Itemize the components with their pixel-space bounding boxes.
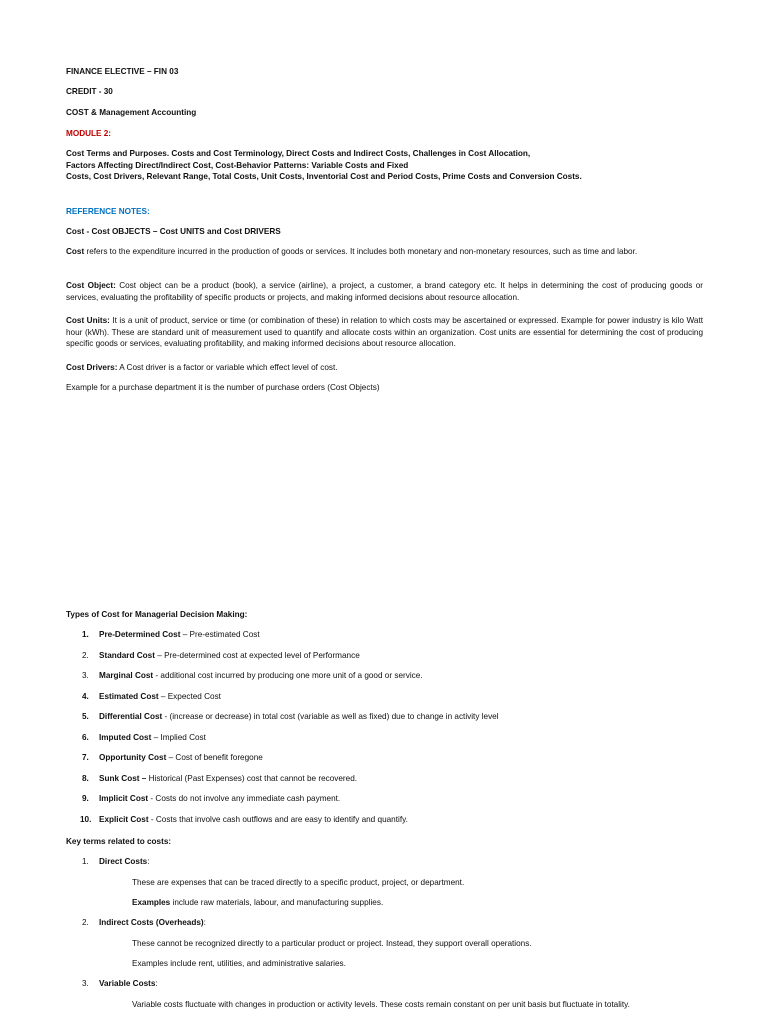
list-number: 1. bbox=[82, 857, 89, 866]
key-term-example: Examples include rent, utilities, and administrative salaries. bbox=[132, 959, 346, 968]
list-item bbox=[66, 650, 360, 662]
key-term-colon: : bbox=[147, 857, 150, 866]
list-text: – Cost of benefit foregone bbox=[166, 753, 263, 762]
key-term-title: Direct Costs bbox=[99, 857, 148, 866]
reference-heading: REFERENCE NOTES: bbox=[66, 207, 150, 216]
key-term-example bbox=[66, 897, 383, 909]
example-text: include raw materials, labour, and manufacturing supplies. bbox=[170, 898, 384, 907]
definition-term: Cost Drivers: bbox=[66, 363, 118, 372]
definition-text: refers to the expenditure incurred in the production of goods or services. It includes both monetary and non-monetary resources, such as time and labor. bbox=[84, 247, 638, 256]
credit-line: CREDIT - 30 bbox=[66, 87, 113, 96]
list-text: – Pre-estimated Cost bbox=[180, 630, 260, 639]
list-number: 4. bbox=[82, 691, 89, 701]
subject-title: COST & Management Accounting bbox=[66, 108, 197, 117]
definition-term: Cost Object: bbox=[66, 281, 116, 290]
key-term-title: Variable Costs bbox=[99, 979, 156, 988]
key-term-indirect bbox=[66, 917, 703, 929]
list-term: Estimated Cost bbox=[99, 691, 159, 701]
syllabus-block bbox=[66, 148, 703, 183]
definition-cost bbox=[66, 246, 703, 258]
syllabus-line: Factors Affecting Direct/Indirect Cost, Cost-Behavior Patterns: Variable Costs and Fixed bbox=[66, 160, 409, 170]
key-term-variable bbox=[66, 978, 703, 990]
key-term-description: These are expenses that can be traced directly to a specific product, project, or department. bbox=[132, 878, 465, 887]
definition-cost-units bbox=[66, 315, 703, 350]
course-title: FINANCE ELECTIVE – FIN 03 bbox=[66, 67, 179, 76]
definition-term: Cost bbox=[66, 247, 85, 256]
key-term-colon: : bbox=[155, 979, 158, 988]
list-number: 10. bbox=[80, 814, 92, 824]
list-item bbox=[66, 752, 263, 764]
list-number: 2. bbox=[82, 650, 89, 660]
list-number: 7. bbox=[82, 753, 89, 762]
list-text: - Costs that involve cash outflows and are easy to identify and quantify. bbox=[148, 814, 408, 824]
key-term-colon: : bbox=[203, 918, 206, 927]
list-number: 2. bbox=[82, 918, 89, 927]
definition-text: It is a unit of product, service or time (or combination of these) in relation to which costs may be ascertained or expressed. Example for power industry is kilo Watt hour (kWh). These are standard unit of measurement used to quantify and allocate costs within an organization. Cost units are essential for determining the cost of producing specific goods or services, evaluating profitability, and making informed decisions about resource allocation. bbox=[66, 316, 703, 348]
list-number: 3. bbox=[82, 979, 89, 988]
list-term: Marginal Cost bbox=[99, 671, 154, 680]
example-label: Examples bbox=[132, 898, 171, 907]
list-item bbox=[66, 773, 357, 785]
list-text: - Costs do not involve any immediate cash payment. bbox=[148, 794, 341, 803]
list-item bbox=[66, 793, 340, 805]
list-number: 1. bbox=[82, 630, 89, 639]
list-term: Standard Cost bbox=[99, 650, 155, 660]
list-item bbox=[66, 670, 423, 682]
key-term-title: Indirect Costs (Overheads) bbox=[99, 918, 204, 927]
list-term: Opportunity Cost bbox=[99, 753, 167, 762]
key-term-direct bbox=[66, 856, 703, 868]
definition-text: Cost object can be a product (book), a service (airline), a project, a customer, a brand category etc. It helps in determining the cost of producing goods or services, evaluating the profitability of specific products or projects, and making informed decisions about resource allocation. bbox=[66, 281, 703, 302]
key-term-description: Variable costs fluctuate with changes in production or activity levels. These costs remain constant on per unit basis but fluctuate in totality. bbox=[132, 1000, 630, 1009]
syllabus-line: Cost Terms and Purposes. Costs and Cost Terminology, Direct Costs and Indirect Costs, Challenges in Cost Allocation, bbox=[66, 149, 531, 158]
list-term: Explicit Cost bbox=[99, 814, 149, 824]
list-number: 5. bbox=[82, 712, 89, 721]
list-text: - (increase or decrease) in total cost (variable as well as fixed) due to change in activity level bbox=[162, 712, 499, 721]
list-text: Historical (Past Expenses) cost that cannot be recovered. bbox=[146, 773, 358, 783]
list-item bbox=[66, 732, 206, 744]
types-heading: Types of Cost for Managerial Decision Making: bbox=[66, 610, 248, 619]
definition-cost-object bbox=[66, 280, 703, 303]
definition-cost-drivers bbox=[66, 362, 703, 374]
list-item bbox=[66, 711, 499, 723]
list-number: 6. bbox=[82, 732, 89, 742]
list-text: – Implied Cost bbox=[151, 732, 206, 742]
definition-term: Cost Units: bbox=[66, 316, 110, 325]
list-number: 8. bbox=[82, 773, 89, 783]
list-text: – Pre-determined cost at expected level of Performance bbox=[154, 650, 360, 660]
list-number: 9. bbox=[82, 794, 89, 803]
list-item bbox=[66, 814, 408, 826]
module-heading: MODULE 2: bbox=[66, 129, 112, 138]
key-terms-heading: Key terms related to costs: bbox=[66, 837, 172, 846]
list-term: Imputed Cost bbox=[99, 732, 152, 742]
syllabus-line: Costs, Cost Drivers, Relevant Range, Total Costs, Unit Costs, Inventorial Cost and Period Costs, Prime Costs and Conversion Costs. bbox=[66, 172, 582, 181]
list-term: Implicit Cost bbox=[99, 794, 149, 803]
list-text: - additional cost incurred by producing one more unit of a good or service. bbox=[153, 671, 423, 680]
key-term-description: These cannot be recognized directly to a particular product or project. Instead, they support overall operations. bbox=[132, 939, 532, 948]
list-number: 3. bbox=[82, 671, 89, 680]
list-term: Differential Cost bbox=[99, 712, 163, 721]
list-text: – Expected Cost bbox=[158, 691, 221, 701]
example-line: Example for a purchase department it is the number of purchase orders (Cost Objects) bbox=[66, 383, 380, 392]
reference-subheading: Cost - Cost OBJECTS – Cost UNITS and Cost DRIVERS bbox=[66, 227, 281, 236]
list-item bbox=[66, 691, 221, 703]
list-term: Sunk Cost – bbox=[99, 773, 147, 783]
list-item bbox=[66, 629, 260, 641]
definition-text: A Cost driver is a factor or variable which effect level of cost. bbox=[117, 363, 338, 372]
list-term: Pre-Determined Cost bbox=[99, 630, 181, 639]
